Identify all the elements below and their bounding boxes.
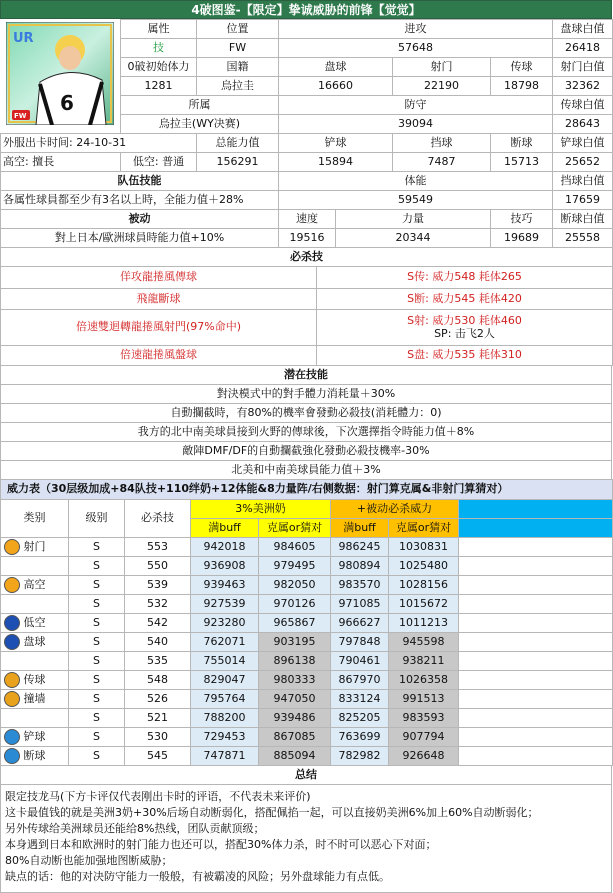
col-level-cell: S (69, 747, 125, 766)
skill-type-icon (4, 729, 20, 745)
col-full-cell: 829047 (191, 671, 259, 690)
passive-label: 被动 (1, 210, 279, 229)
col-counter2-cell: 945598 (389, 633, 459, 652)
shoot-white-value: 32362 (553, 77, 613, 96)
col-counter2-cell: 938211 (389, 652, 459, 671)
power-table (0, 479, 613, 766)
team-value: 烏拉圭(WY决赛) (121, 115, 279, 134)
col-skill-cell: 545 (125, 747, 191, 766)
col-level-cell: S (69, 595, 125, 614)
intercept-value: 15713 (491, 153, 553, 172)
col-counter2-cell: 1015672 (389, 595, 459, 614)
col-skill-header: 必杀技 (125, 500, 191, 538)
col-full2-cell: 983570 (331, 576, 389, 595)
col-counter2-cell: 1028156 (389, 576, 459, 595)
col-full-cell: 939463 (191, 576, 259, 595)
col-counter-cell: 896138 (259, 652, 331, 671)
power-table-body (1, 538, 613, 766)
col-full2-cell: 971085 (331, 595, 389, 614)
col-counter2-cell: 1011213 (389, 614, 459, 633)
col-type-cell: 射门 (1, 538, 69, 557)
col-counter2-cell: 926648 (389, 747, 459, 766)
total-label: 总能力值 (197, 134, 279, 153)
col-skill-cell: 530 (125, 728, 191, 747)
attack-label: 进攻 (279, 20, 553, 39)
total-value: 156291 (197, 153, 279, 172)
col-type-cell: 低空 (1, 614, 69, 633)
tackle-value: 15894 (279, 153, 393, 172)
shoot-label: 射门 (393, 58, 491, 77)
col-counter-cell: 867085 (259, 728, 331, 747)
technique-value: 19689 (491, 229, 553, 248)
col-full-cell: 795764 (191, 690, 259, 709)
sub-full-header: 满buff (191, 519, 259, 538)
table-row (1, 614, 613, 633)
summary-line: 另外传球给美洲球员还能给8%热线，团队贡献顶级； (5, 822, 265, 835)
dribble-white-value: 26418 (553, 39, 613, 58)
col-full2-cell: 966627 (331, 614, 389, 633)
special-name: 倍速雙迴轉龍捲風射門(97%命中) (1, 310, 317, 346)
col-type-header: 类别 (1, 500, 69, 538)
skill-type-icon (4, 539, 20, 555)
speed-value: 19516 (279, 229, 336, 248)
col-counter2-cell: 1025480 (389, 557, 459, 576)
pos-value: FW (197, 39, 279, 58)
potential-header: 潜在技能 (1, 366, 612, 385)
empty-cell (459, 728, 613, 747)
summary-header-table (0, 765, 612, 785)
col-skill-cell: 526 (125, 690, 191, 709)
summary-line: 限定技龙马(下方卡评仅代表刚出卡时的评语，不代表未来评价) (5, 790, 311, 803)
col-full2-cell: 980894 (331, 557, 389, 576)
skill-type-icon (4, 577, 20, 593)
col-type-cell (1, 652, 69, 671)
col-type-cell: 撞墙 (1, 690, 69, 709)
col-type-cell: 断球 (1, 747, 69, 766)
empty-cell (459, 557, 613, 576)
sub-full-header-2: 满buff (331, 519, 389, 538)
low-ability: 低空: 普通 (121, 153, 197, 172)
dribble-label: 盘球 (279, 58, 393, 77)
col-level-cell: S (69, 652, 125, 671)
col-skill-cell: 539 (125, 576, 191, 595)
col-full-cell: 755014 (191, 652, 259, 671)
col-counter-cell: 982050 (259, 576, 331, 595)
col-counter-cell: 970126 (259, 595, 331, 614)
col-level-cell: S (69, 709, 125, 728)
table-row (1, 709, 613, 728)
block-label: 挡球 (393, 134, 491, 153)
col-level-cell: S (69, 671, 125, 690)
col-counter2-cell: 907794 (389, 728, 459, 747)
specials-header: 必杀技 (1, 248, 613, 267)
col-counter-cell: 947050 (259, 690, 331, 709)
intercept-white-label: 断球白值 (553, 210, 613, 229)
dribble-value: 16660 (279, 77, 393, 96)
potential-item: 北美和中南美球員能力值＋3% (1, 461, 612, 480)
col-counter-cell: 984605 (259, 538, 331, 557)
special-stat: S盘: 威力535 耗体310 (317, 346, 613, 366)
pos-label: 位置 (197, 20, 279, 39)
special-stat: S断: 威力545 耗体420 (317, 289, 613, 310)
col-full2-cell: 867970 (331, 671, 389, 690)
col-counter-cell: 979495 (259, 557, 331, 576)
table-row (1, 595, 613, 614)
svg-text:FW: FW (14, 112, 27, 120)
col-level-cell: S (69, 690, 125, 709)
potential-item: 自動攔截時，有80%的機率會發動必殺技(消耗體力：0) (1, 404, 612, 423)
dribble-white-label: 盘球白值 (553, 20, 613, 39)
col-skill-cell: 553 (125, 538, 191, 557)
attr-label: 属性 (121, 20, 197, 39)
potential-item: 對決模式中的對手體力消耗量＋30% (1, 385, 612, 404)
summary-line: 这卡最值钱的就是美洲3奶+30%后场自动断弱化，搭配佩掐一起，可以直接奶美洲6%加上60%自动断弱化； (5, 806, 539, 819)
table-row (1, 538, 613, 557)
special-name: 倍速龍捲風盤球 (1, 346, 317, 366)
special-stat: S传: 威力548 耗体265 (317, 267, 613, 289)
empty-cell (459, 538, 613, 557)
attack-value: 57648 (279, 39, 553, 58)
col-full-cell: 923280 (191, 614, 259, 633)
blue-subheader (459, 519, 613, 538)
col-type-cell: 高空 (1, 576, 69, 595)
shoot-white-label: 射门白值 (553, 58, 613, 77)
col-counter-cell: 980333 (259, 671, 331, 690)
col-counter-cell: 965867 (259, 614, 331, 633)
col-full-cell: 762071 (191, 633, 259, 652)
col-level-cell: S (69, 633, 125, 652)
empty-cell (459, 576, 613, 595)
col-level-cell: S (69, 614, 125, 633)
team-skill-value: 各属性球員都至少有3名以上時，全能力值＋28% (1, 191, 279, 210)
col-type-cell: 铲球 (1, 728, 69, 747)
col-full-cell: 936908 (191, 557, 259, 576)
stamina-label: 0破初始体力 (121, 58, 197, 77)
summary-line: 80%自动断也能加强地图断威胁； (5, 854, 173, 867)
intercept-label: 断球 (491, 134, 553, 153)
empty-cell (459, 595, 613, 614)
col-counter-cell: 939486 (259, 709, 331, 728)
empty-cell (459, 709, 613, 728)
passive-value: 對上日本/歐洲球員時能力值+10% (1, 229, 279, 248)
group2-header: +被动必杀威力 (331, 500, 459, 519)
empty-cell (459, 747, 613, 766)
col-skill-cell: 542 (125, 614, 191, 633)
col-counter2-cell: 983593 (389, 709, 459, 728)
col-full-cell: 747871 (191, 747, 259, 766)
summary-line: 缺点的话：他的对决防守能力一般般，有被霸凌的风险；另外盘球能力有点低。 (5, 870, 390, 883)
col-full-cell: 927539 (191, 595, 259, 614)
skill-type-icon (4, 615, 20, 631)
power-label: 力量 (336, 210, 491, 229)
col-skill-cell: 535 (125, 652, 191, 671)
col-full2-cell: 986245 (331, 538, 389, 557)
col-type-cell (1, 709, 69, 728)
empty-cell (459, 633, 613, 652)
block-white-label: 挡球白值 (553, 172, 613, 191)
special-name: 飛龍斷球 (1, 289, 317, 310)
table-row (1, 690, 613, 709)
col-level-cell: S (69, 576, 125, 595)
team-skill-label: 队伍技能 (1, 172, 279, 191)
nation-value: 烏拉圭 (197, 77, 279, 96)
col-full-cell: 788200 (191, 709, 259, 728)
table-row (1, 728, 613, 747)
tackle-label: 铲球 (279, 134, 393, 153)
col-type-cell (1, 595, 69, 614)
block-white-value: 17659 (553, 191, 613, 210)
tackle-white-label: 铲球白值 (553, 134, 613, 153)
summary-header: 总结 (1, 766, 612, 785)
nation-label: 国籍 (197, 58, 279, 77)
col-type-cell: 盘球 (1, 633, 69, 652)
body-label: 体能 (279, 172, 553, 191)
table-row (1, 671, 613, 690)
player-card-image (6, 22, 114, 125)
group1-header: 3%美洲奶 (191, 500, 331, 519)
pass-label: 传球 (491, 58, 553, 77)
special-name: 佯攻龍捲風傳球 (1, 267, 317, 289)
speed-label: 速度 (279, 210, 336, 229)
table-row (1, 557, 613, 576)
col-level-header: 级别 (69, 500, 125, 538)
col-skill-cell: 521 (125, 709, 191, 728)
tackle-white-value: 25652 (553, 153, 613, 172)
defense-value: 39094 (279, 115, 553, 134)
col-type-cell: 传球 (1, 671, 69, 690)
skill-type-icon (4, 634, 20, 650)
pass-white-value: 28643 (553, 115, 613, 134)
block-value: 7487 (393, 153, 491, 172)
col-full2-cell: 763699 (331, 728, 389, 747)
stamina-value: 1281 (121, 77, 197, 96)
sub-counter-header-2: 克属or猜对 (389, 519, 459, 538)
special-extra: SP: 击飞2人 (434, 326, 495, 340)
empty-cell (459, 690, 613, 709)
pass-value: 18798 (491, 77, 553, 96)
table-row (1, 652, 613, 671)
page-title: 4破图鉴-【限定】挚诚威胁的前锋【觉觉】 (0, 0, 612, 19)
col-counter2-cell: 1026358 (389, 671, 459, 690)
col-full2-cell: 825205 (331, 709, 389, 728)
col-skill-cell: 540 (125, 633, 191, 652)
team-label: 所属 (121, 96, 279, 115)
table-row (1, 633, 613, 652)
shoot-value: 22190 (393, 77, 491, 96)
pass-white-label: 传球白值 (553, 96, 613, 115)
intercept-white-value: 25558 (553, 229, 613, 248)
col-counter2-cell: 991513 (389, 690, 459, 709)
col-skill-cell: 548 (125, 671, 191, 690)
col-full-cell: 942018 (191, 538, 259, 557)
defense-label: 防守 (279, 96, 553, 115)
power-table-title: 威力表（30层级加成+84队技+110绊奶+12体能&8力量阵/右侧数据：射门算克属&非射门算猜对） (1, 480, 613, 500)
skill-type-icon (4, 748, 20, 764)
technique-label: 技巧 (491, 210, 553, 229)
skill-type-icon (4, 691, 20, 707)
col-skill-cell: 550 (125, 557, 191, 576)
blue-header (459, 500, 613, 519)
col-full2-cell: 782982 (331, 747, 389, 766)
empty-cell (459, 671, 613, 690)
release-date: 外服出卡时间: 24-10-31 (1, 134, 197, 153)
empty-cell (459, 652, 613, 671)
table-row (1, 576, 613, 595)
col-full-cell: 729453 (191, 728, 259, 747)
attr-value: 技 (121, 39, 197, 58)
col-counter-cell: 885094 (259, 747, 331, 766)
svg-text:UR: UR (13, 31, 34, 46)
skill-type-icon (4, 672, 20, 688)
special-stat: S射: 威力530 耗体460 (407, 314, 522, 328)
empty-cell (459, 614, 613, 633)
summary-text (0, 785, 612, 893)
table-row (1, 747, 613, 766)
power-value: 20344 (336, 229, 491, 248)
col-counter-cell: 903195 (259, 633, 331, 652)
col-skill-cell: 532 (125, 595, 191, 614)
col-full2-cell: 797848 (331, 633, 389, 652)
potential-item: 敵陣DMF/DF的自動攔截強化發動必殺技機率-30% (1, 442, 612, 461)
col-level-cell: S (69, 538, 125, 557)
special-stat-multi (317, 310, 613, 346)
sub-counter-header: 克属or猜对 (259, 519, 331, 538)
svg-text:6: 6 (60, 91, 74, 115)
height-ability: 高空: 擅長 (1, 153, 121, 172)
potential-item: 我方的北中南美球員接到火野的傳球後，下次選擇指令時能力值＋8% (1, 423, 612, 442)
body-value: 59549 (279, 191, 553, 210)
specials-table (0, 247, 613, 366)
col-full2-cell: 790461 (331, 652, 389, 671)
col-full2-cell: 833124 (331, 690, 389, 709)
col-level-cell: S (69, 728, 125, 747)
col-type-cell (1, 557, 69, 576)
potential-table (0, 365, 612, 480)
summary-line: 本身遇到日本和欧洲时的射门能力也还可以，搭配30%体力杀，时不时可以恶心下对面； (5, 838, 437, 851)
col-level-cell: S (69, 557, 125, 576)
col-counter2-cell: 1030831 (389, 538, 459, 557)
